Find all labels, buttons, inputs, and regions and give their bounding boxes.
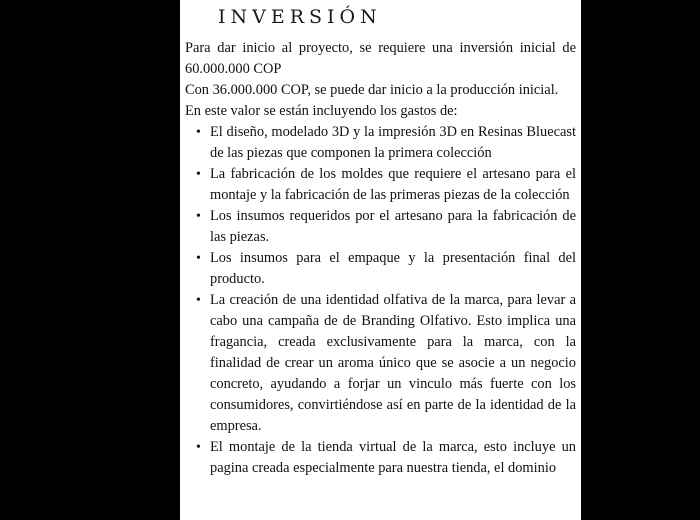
list-item bbox=[196, 248, 576, 290]
list-item-text: La fabricación de los moldes que requiere el artesano para el montaje y la fabricación de las primeras piezas de la colección bbox=[210, 166, 576, 203]
list-item-text: Los insumos para el empaque y la presentación final del producto. bbox=[210, 250, 576, 287]
list-item bbox=[196, 290, 576, 437]
list-item-text: El diseño, modelado 3D y la impresión 3D en Resinas Bluecast de las piezas que componen la primera colección bbox=[210, 124, 576, 161]
bullet-icon: • bbox=[196, 209, 201, 224]
document-body bbox=[185, 38, 576, 479]
list-item-text: Los insumos requeridos por el artesano para la fabricación de las piezas. bbox=[210, 208, 576, 245]
bullet-icon: • bbox=[196, 440, 201, 455]
expenses-list bbox=[185, 122, 576, 479]
bullet-icon: • bbox=[196, 251, 201, 266]
bullet-icon: • bbox=[196, 125, 201, 140]
paragraph-production: Con 36.000.000 COP, se puede dar inicio a la producción inicial. bbox=[185, 82, 559, 98]
list-item-text: La creación de una identidad olfativa de la marca, para levar a cabo una campaña de de Branding Olfativo. Esto implica una fragancia, creada exclusivamente para la marca, con la finalidad de crear un aroma único que se asocie a un negocio concreto, ayudando a forjar un vinculo más fuerte con los consumidores, convirtiéndose así en parte de la identidad de la empresa. bbox=[210, 292, 576, 434]
paragraph-expenses-intro: En este valor se están incluyendo los gastos de: bbox=[185, 103, 458, 119]
list-item bbox=[196, 206, 576, 248]
list-item bbox=[196, 164, 576, 206]
list-item bbox=[196, 122, 576, 164]
list-item-text: El montaje de la tienda virtual de la marca, esto incluye un pagina creada especialmente para nuestra tienda, el dominio bbox=[210, 439, 576, 476]
document-page bbox=[180, 0, 581, 520]
page-title: INVERSIÓN bbox=[218, 6, 382, 28]
paragraph-investment: Para dar inicio al proyecto, se requiere una inversión inicial de 60.000.000 COP bbox=[185, 40, 576, 77]
bullet-icon: • bbox=[196, 293, 201, 308]
bullet-icon: • bbox=[196, 167, 201, 182]
list-item bbox=[196, 437, 576, 479]
